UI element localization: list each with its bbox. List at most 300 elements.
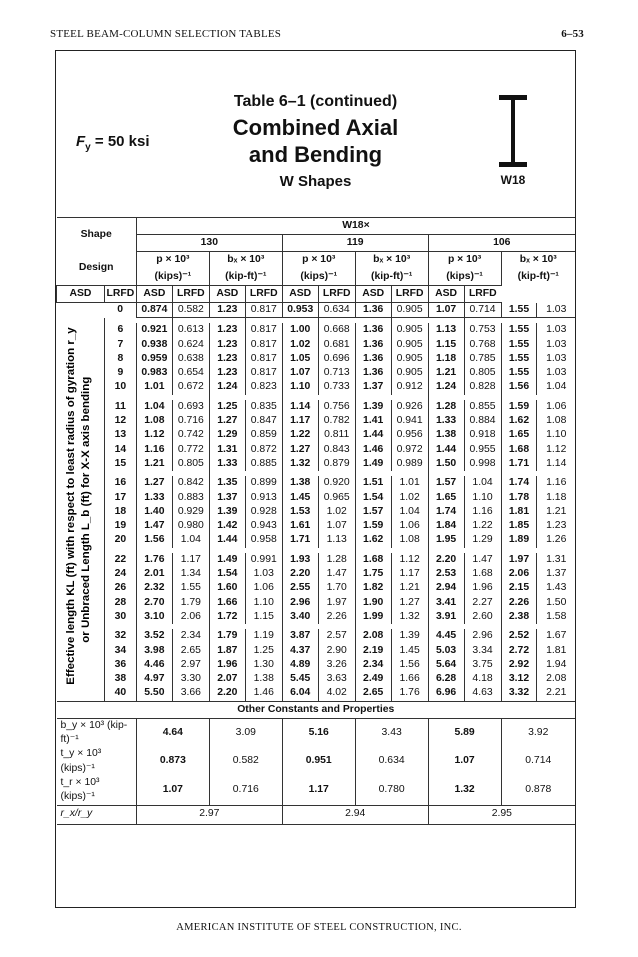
lrfd-value: 0.835 [245, 400, 282, 414]
asd-value: 3.32 [501, 686, 537, 701]
constant-value: 1.07 [428, 747, 501, 776]
length-value: 26 [114, 582, 127, 594]
table-row [57, 610, 576, 624]
lrfd-value: 0.956 [391, 428, 428, 442]
lrfd-value: 1.34 [172, 567, 209, 581]
weight-header: 130 [136, 235, 282, 252]
asd-value: 1.95 [428, 533, 464, 547]
lrfd-value: 1.03 [537, 338, 575, 352]
lrfd-value: 1.13 [318, 533, 355, 547]
asd-value: 1.44 [209, 533, 245, 547]
lrfd-value: 2.96 [464, 629, 501, 643]
weight-header: 106 [428, 235, 575, 252]
length-value: 32 [114, 630, 127, 642]
yield-stress: $F_y = 50$ ksi [76, 133, 150, 153]
asd-value: 1.99 [355, 610, 391, 624]
page-header-title: STEEL BEAM-COLUMN SELECTION TABLES [50, 28, 282, 40]
lrfd-value: 0.817 [245, 303, 282, 318]
lrfd-value: 0.943 [245, 519, 282, 533]
asd-value: 1.59 [355, 519, 391, 533]
asd-value: 2.53 [428, 567, 464, 581]
asd-value: 1.62 [355, 533, 391, 547]
lrfd-value: 0.879 [318, 457, 355, 471]
series-header: W18× [136, 218, 575, 235]
asd-value: 1.96 [209, 658, 245, 672]
table-row [57, 567, 576, 581]
length-value: 19 [114, 520, 127, 532]
lrfd-value: 0.782 [318, 414, 355, 428]
length-value: 38 [114, 673, 127, 685]
lrfd-value: 0.843 [318, 443, 355, 457]
asd-value: 0.874 [136, 303, 172, 318]
constant-value: 3.43 [355, 718, 428, 747]
asd-value: 1.35 [209, 476, 245, 490]
lrfd-value: 3.26 [318, 658, 355, 672]
asd-value: 1.90 [355, 596, 391, 610]
lrfd-value: 0.872 [245, 443, 282, 457]
asd-value: 1.36 [355, 352, 391, 366]
asd-value: 1.93 [282, 553, 318, 567]
table-row [57, 366, 576, 380]
asd-lrfd-row [57, 286, 576, 303]
lrfd-value: 0.905 [391, 323, 428, 337]
lrfd-value: 1.16 [464, 505, 501, 519]
constant-value: 0.951 [282, 747, 355, 776]
asd-value: 2.72 [501, 644, 537, 658]
asd-value: 1.05 [282, 352, 318, 366]
table-row [57, 533, 576, 547]
length-value: 6 [117, 324, 124, 336]
asd-value: 1.85 [501, 519, 537, 533]
lrfd-value: 0.668 [318, 323, 355, 337]
asd-value: 5.64 [428, 658, 464, 672]
asd-value: 3.98 [136, 644, 172, 658]
asd-value: 1.32 [282, 457, 318, 471]
unit-b-header: (kip-ft)⁻¹ [209, 269, 282, 286]
lrfd-value: 2.57 [318, 629, 355, 643]
lrfd-value: 0.713 [318, 366, 355, 380]
asd-value: 1.46 [355, 443, 391, 457]
asd-value: 1.02 [282, 338, 318, 352]
table-row [57, 672, 576, 686]
lrfd-header: LRFD [104, 286, 136, 303]
asd-value: 1.27 [282, 443, 318, 457]
asd-value: 1.21 [428, 366, 464, 380]
asd-value: 0.959 [136, 352, 172, 366]
asd-value: 1.36 [355, 338, 391, 352]
lrfd-value: 0.582 [172, 303, 209, 318]
lrfd-value: 0.672 [172, 380, 209, 394]
lrfd-value: 0.817 [245, 323, 282, 337]
lrfd-value: 3.75 [464, 658, 501, 672]
constant-row [57, 718, 576, 747]
lrfd-value: 0.929 [172, 505, 209, 519]
asd-value: 1.23 [209, 303, 245, 318]
asd-value: 1.17 [282, 414, 318, 428]
page-number: 6–53 [561, 28, 584, 40]
table-row [57, 505, 576, 519]
lrfd-value: 1.43 [537, 581, 575, 595]
asd-value: 1.23 [209, 338, 245, 352]
table-row [57, 414, 576, 428]
constant-value: 1.17 [282, 776, 355, 805]
lrfd-value: 1.06 [537, 400, 575, 414]
unit-b-header: (kip-ft)⁻¹ [355, 269, 428, 286]
lrfd-value: 1.19 [245, 629, 282, 643]
lrfd-value: 1.03 [537, 303, 575, 318]
lrfd-value: 0.941 [391, 414, 428, 428]
constant-value: 0.873 [136, 747, 209, 776]
length-value: 18 [114, 505, 127, 517]
constant-value: 0.714 [501, 747, 575, 776]
lrfd-value: 1.70 [318, 581, 355, 595]
lrfd-value: 2.90 [318, 644, 355, 658]
col-p-header: p × 10³ [428, 252, 501, 269]
lrfd-value: 2.21 [537, 686, 575, 701]
lrfd-header: LRFD [464, 286, 501, 303]
asd-value: 2.96 [282, 596, 318, 610]
asd-value: 1.55 [501, 366, 537, 380]
weight-header: 119 [282, 235, 428, 252]
lrfd-value: 1.10 [245, 596, 282, 610]
asd-value: 1.24 [428, 380, 464, 394]
lrfd-value: 0.756 [318, 400, 355, 414]
asd-value: 1.39 [209, 505, 245, 519]
lrfd-value: 0.634 [318, 303, 355, 318]
asd-value: 1.54 [209, 567, 245, 581]
lrfd-value: 0.928 [245, 505, 282, 519]
asd-value: 1.65 [428, 491, 464, 505]
ratio-value: 2.97 [136, 805, 282, 824]
lrfd-value: 1.06 [391, 519, 428, 533]
asd-value: 1.37 [209, 491, 245, 505]
lrfd-value: 0.899 [245, 476, 282, 490]
lrfd-value: 2.26 [318, 610, 355, 624]
table-row [57, 443, 576, 457]
lrfd-value: 2.60 [464, 610, 501, 624]
asd-value: 1.49 [209, 553, 245, 567]
lrfd-value: 0.905 [391, 338, 428, 352]
asd-value: 2.01 [136, 567, 172, 581]
table-row [57, 629, 576, 643]
asd-value: 1.54 [355, 491, 391, 505]
constant-value: 4.64 [136, 718, 209, 747]
data-table [56, 217, 575, 825]
lrfd-value: 1.30 [245, 658, 282, 672]
asd-value: 3.91 [428, 610, 464, 624]
asd-value: 1.44 [428, 443, 464, 457]
lrfd-value: 1.02 [318, 505, 355, 519]
table-row [57, 428, 576, 442]
asd-value: 1.10 [282, 380, 318, 394]
lrfd-value: 1.96 [464, 581, 501, 595]
asd-value: 1.36 [355, 366, 391, 380]
lrfd-value: 0.955 [464, 443, 501, 457]
asd-value: 1.84 [428, 519, 464, 533]
lrfd-value: 1.03 [245, 567, 282, 581]
lrfd-value: 4.63 [464, 686, 501, 701]
asd-value: 1.57 [428, 476, 464, 490]
unit-p-header: (kips)⁻¹ [282, 269, 355, 286]
asd-value: 2.15 [501, 581, 537, 595]
lrfd-header: LRFD [245, 286, 282, 303]
asd-value: 1.36 [355, 303, 391, 318]
table-row [57, 323, 576, 337]
asd-value: 2.49 [355, 672, 391, 686]
lrfd-value: 1.46 [245, 686, 282, 701]
lrfd-value: 1.03 [537, 352, 575, 366]
asd-value: 1.25 [209, 400, 245, 414]
lrfd-value: 0.716 [172, 414, 209, 428]
lrfd-value: 1.27 [391, 596, 428, 610]
asd-value: 1.29 [209, 428, 245, 442]
length-value: 24 [114, 568, 127, 580]
lrfd-value: 0.654 [172, 366, 209, 380]
asd-value: 1.21 [136, 457, 172, 471]
asd-value: 3.40 [282, 610, 318, 624]
constant-value: 5.16 [282, 718, 355, 747]
asd-value: 1.08 [136, 414, 172, 428]
lrfd-value: 1.67 [537, 629, 575, 643]
lrfd-value: 0.733 [318, 380, 355, 394]
asd-value: 5.03 [428, 644, 464, 658]
asd-value: 2.94 [428, 581, 464, 595]
asd-value: 1.97 [501, 553, 537, 567]
lrfd-value: 1.04 [464, 476, 501, 490]
lrfd-value: 0.918 [464, 428, 501, 442]
empty-cell [57, 303, 105, 318]
asd-value: 1.33 [209, 457, 245, 471]
lrfd-value: 1.17 [391, 567, 428, 581]
asd-value: 1.23 [209, 352, 245, 366]
lrfd-value: 1.50 [537, 596, 575, 610]
lrfd-value: 0.817 [245, 352, 282, 366]
lrfd-value: 1.32 [391, 610, 428, 624]
side-label-line1: Effective length KL (ft) with respect to least radius of gyration r_y [64, 327, 77, 685]
lrfd-value: 1.29 [464, 533, 501, 547]
lrfd-header: LRFD [318, 286, 355, 303]
asd-value: 2.06 [501, 567, 537, 581]
asd-value: 3.12 [501, 672, 537, 686]
asd-value: 2.08 [355, 629, 391, 643]
lrfd-value: 0.828 [464, 380, 501, 394]
constant-row [57, 776, 576, 805]
lrfd-value: 1.04 [172, 533, 209, 547]
asd-value: 1.82 [355, 581, 391, 595]
length-value: 20 [114, 534, 127, 546]
constant-value: 5.89 [428, 718, 501, 747]
asd-value: 4.97 [136, 672, 172, 686]
lrfd-value: 0.613 [172, 323, 209, 337]
lrfd-value: 3.34 [464, 644, 501, 658]
i-beam-icon [493, 95, 533, 167]
table-row [57, 686, 576, 701]
asd-value: 1.33 [136, 491, 172, 505]
asd-value: 2.34 [355, 658, 391, 672]
asd-value: 1.12 [136, 428, 172, 442]
asd-header: ASD [428, 286, 464, 303]
asd-header: ASD [57, 286, 105, 303]
asd-value: 1.89 [501, 533, 537, 547]
constant-label: b_y × 10³ (kip-ft)⁻¹ [57, 718, 137, 747]
lrfd-value: 1.81 [537, 644, 575, 658]
table-row [57, 658, 576, 672]
asd-value: 2.55 [282, 581, 318, 595]
title-block [56, 51, 575, 219]
lrfd-value: 1.56 [391, 658, 428, 672]
ratio-label: r_x/r_y [57, 805, 137, 824]
lrfd-value: 0.998 [464, 457, 501, 471]
length-value: 28 [114, 596, 127, 608]
lrfd-value: 1.14 [537, 457, 575, 471]
lrfd-value: 0.883 [172, 491, 209, 505]
lrfd-value: 2.65 [172, 644, 209, 658]
asd-value: 2.20 [209, 686, 245, 701]
lrfd-value: 1.22 [464, 519, 501, 533]
asd-value: 1.38 [428, 428, 464, 442]
asd-value: 1.71 [501, 457, 537, 471]
asd-value: 2.32 [136, 581, 172, 595]
other-constants-title: Other Constants and Properties [57, 701, 576, 718]
lrfd-value: 1.79 [172, 596, 209, 610]
lrfd-value: 0.823 [245, 380, 282, 394]
design-header: Design [78, 262, 114, 274]
lrfd-value: 0.681 [318, 338, 355, 352]
length-value: 10 [114, 381, 127, 393]
lrfd-value: 4.02 [318, 686, 355, 701]
asd-value: 2.20 [282, 567, 318, 581]
asd-value: 0.953 [282, 303, 318, 318]
asd-value: 1.36 [355, 323, 391, 337]
table-row [57, 519, 576, 533]
asd-value: 1.78 [501, 491, 537, 505]
asd-value: 4.37 [282, 644, 318, 658]
asd-value: 0.938 [136, 338, 172, 352]
asd-value: 1.07 [282, 366, 318, 380]
lrfd-value: 1.10 [537, 428, 575, 442]
lrfd-value: 1.12 [391, 553, 428, 567]
shape-tag: W18 [500, 173, 526, 187]
length-value: 17 [114, 491, 127, 503]
lrfd-value: 1.07 [318, 519, 355, 533]
lrfd-value: 2.08 [537, 672, 575, 686]
asd-header: ASD [136, 286, 172, 303]
lrfd-value: 1.47 [318, 567, 355, 581]
table-body [57, 303, 576, 702]
unit-p-header: (kips)⁻¹ [428, 269, 501, 286]
lrfd-value: 1.18 [537, 491, 575, 505]
length-value: 22 [114, 553, 127, 565]
asd-value: 1.81 [501, 505, 537, 519]
lrfd-value: 0.693 [172, 400, 209, 414]
constant-label: t_y × 10³ (kips)⁻¹ [57, 747, 137, 776]
asd-value: 1.55 [501, 303, 537, 318]
asd-value: 1.87 [209, 644, 245, 658]
length-value: 0 [104, 303, 136, 318]
asd-value: 2.65 [355, 686, 391, 701]
length-value: 14 [114, 443, 127, 455]
asd-value: 1.61 [282, 519, 318, 533]
side-label-svg [63, 323, 95, 700]
constant-value: 0.780 [355, 776, 428, 805]
asd-value: 1.27 [209, 414, 245, 428]
asd-value: 1.18 [428, 352, 464, 366]
length-value: 15 [114, 457, 127, 469]
lrfd-value: 3.63 [318, 672, 355, 686]
asd-value: 1.56 [501, 380, 537, 394]
lrfd-value: 3.30 [172, 672, 209, 686]
table-row [57, 553, 576, 567]
asd-value: 1.72 [209, 610, 245, 624]
asd-value: 1.66 [209, 596, 245, 610]
length-value: 12 [114, 415, 127, 427]
lrfd-value: 0.811 [318, 428, 355, 442]
lrfd-value: 1.12 [537, 443, 575, 457]
asd-value: 2.26 [501, 596, 537, 610]
constant-label: t_r × 10³ (kips)⁻¹ [57, 776, 137, 805]
table-row [57, 400, 576, 414]
asd-value: 1.74 [428, 505, 464, 519]
table-row [57, 596, 576, 610]
table-row [57, 644, 576, 658]
asd-value: 1.53 [282, 505, 318, 519]
lrfd-value: 1.08 [537, 414, 575, 428]
asd-value: 0.921 [136, 323, 172, 337]
table-row [57, 303, 576, 318]
asd-value: 1.55 [501, 352, 537, 366]
length-value: 8 [117, 352, 124, 364]
lrfd-value: 1.04 [391, 505, 428, 519]
lrfd-value: 0.742 [172, 428, 209, 442]
asd-value: 1.65 [501, 428, 537, 442]
lrfd-value: 0.859 [245, 428, 282, 442]
lrfd-value: 1.25 [245, 644, 282, 658]
lrfd-value: 4.18 [464, 672, 501, 686]
table-row [57, 338, 576, 352]
lrfd-value: 0.768 [464, 338, 501, 352]
lrfd-value: 0.624 [172, 338, 209, 352]
lrfd-value: 0.913 [245, 491, 282, 505]
asd-value: 1.59 [501, 400, 537, 414]
asd-value: 1.15 [428, 338, 464, 352]
asd-value: 6.04 [282, 686, 318, 701]
lrfd-value: 2.27 [464, 596, 501, 610]
asd-value: 1.60 [209, 581, 245, 595]
lrfd-value: 2.06 [172, 610, 209, 624]
page-footer: AMERICAN INSTITUTE OF STEEL CONSTRUCTION, INC. [176, 922, 462, 933]
asd-value: 1.28 [428, 400, 464, 414]
lrfd-value: 2.34 [172, 629, 209, 643]
asd-value: 2.52 [501, 629, 537, 643]
lrfd-header: LRFD [172, 286, 209, 303]
lrfd-value: 0.847 [245, 414, 282, 428]
lrfd-value: 1.10 [464, 491, 501, 505]
lrfd-value: 0.905 [391, 366, 428, 380]
lrfd-value: 1.03 [537, 323, 575, 337]
lrfd-value: 0.805 [172, 457, 209, 471]
table-row [57, 457, 576, 471]
lrfd-value: 0.785 [464, 352, 501, 366]
lrfd-value: 0.817 [245, 338, 282, 352]
table-row [57, 476, 576, 490]
asd-value: 2.92 [501, 658, 537, 672]
lrfd-value: 1.31 [537, 553, 575, 567]
length-value: 13 [114, 429, 127, 441]
asd-value: 1.55 [501, 338, 537, 352]
length-value: 11 [114, 400, 126, 412]
col-b-header: bₓ × 10³ [355, 252, 428, 269]
asd-value: 1.27 [136, 476, 172, 490]
